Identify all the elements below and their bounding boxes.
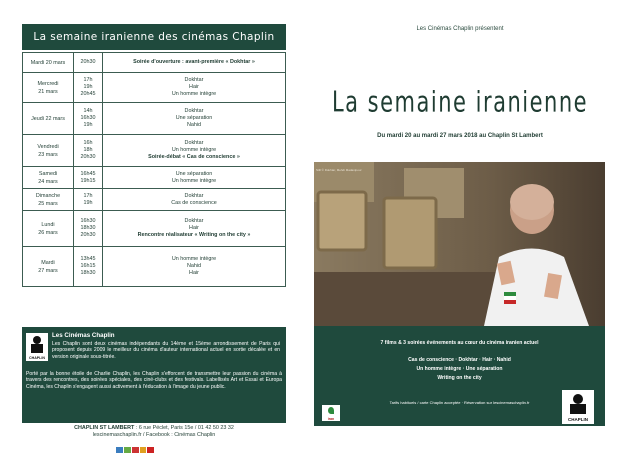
schedule-times (74, 135, 103, 167)
schedule-film: Une séparation (175, 115, 213, 121)
schedule-times (74, 73, 103, 103)
schedule-row (23, 189, 286, 211)
about-paragraph-2: Porté par la bonne étoile de Charlie Chaplin, les Chaplin s'efforcent de transmettre leur passion du cinéma à travers des rencontres, des soirées spéciales, des ciné-clubs et des festivals. Labellisés Art et Essai et Europa Cinéma, les Chaplin s'engagent aussi activement à l'éducation à l'image du jeune public. (26, 371, 282, 390)
schedule-time: 19h (83, 199, 93, 206)
schedule-time: 17h (83, 192, 93, 199)
schedule-time: 18h30 (80, 270, 96, 276)
poster-line-1: Cas de conscience · Dokhtar · Hair · Nahid (408, 357, 511, 363)
chaplin-body-shape (570, 404, 586, 414)
poster-line-3: Writing on the city (437, 375, 482, 381)
schedule-row (23, 247, 286, 287)
schedule-times (74, 103, 103, 135)
film-still-image (314, 162, 605, 326)
schedule-times (74, 189, 103, 211)
schedule-time: 20h30 (80, 154, 96, 160)
schedule-film: Un homme intègre (171, 147, 217, 153)
schedule-day-line: Lundi (41, 221, 55, 228)
schedule-time: 16h15 (80, 263, 96, 269)
label-logos-strip-icon (116, 447, 154, 453)
schedule-day (23, 247, 74, 287)
schedule-time: 16h30 (80, 115, 96, 121)
iran-logo-text: iran (327, 417, 335, 421)
label-logos-icon (116, 440, 154, 446)
schedule-film: Nahid (186, 122, 202, 128)
schedule-times (74, 167, 103, 189)
schedule-times (74, 211, 103, 247)
chaplin-logo-large (562, 390, 594, 424)
schedule-day (23, 103, 74, 135)
schedule-times (74, 53, 103, 73)
poster-line-0: 7 films & 3 soirées événements au cœur du cinéma iranien actuel (380, 340, 539, 346)
schedule-table (22, 52, 286, 287)
schedule-films (103, 53, 286, 73)
schedule-time: 20h30 (80, 59, 96, 65)
schedule-film: Une séparation (175, 170, 213, 177)
schedule-day (23, 189, 74, 211)
schedule-row (23, 211, 286, 247)
schedule-day-line: Mardi (41, 259, 55, 266)
schedule-films (103, 135, 286, 167)
schedule-time: 19h15 (80, 177, 96, 184)
footer-address-text: : 6 rue Péclet, Paris 15e / 01 42 50 23 32 (134, 425, 234, 431)
schedule-day-line: Mercredi (37, 80, 59, 87)
schedule-day (23, 211, 74, 247)
schedule-times (74, 247, 103, 287)
schedule-film: Dokhtar (184, 77, 204, 83)
schedule-day-line: Vendredi (37, 143, 59, 150)
schedule-films (103, 103, 286, 135)
poster-dates: Du mardi 20 au mardi 27 mars 2018 au Chaplin St Lambert (377, 133, 543, 139)
schedule-film: Dokhtar (184, 218, 204, 224)
schedule-time: 13h45 (80, 256, 96, 262)
film-still-illustration (314, 162, 605, 326)
about-title: Les Cinémas Chaplin (52, 332, 115, 339)
schedule-time: 14h (83, 108, 93, 114)
schedule-film: Hair (189, 84, 199, 90)
schedule-film: Hair (189, 225, 199, 231)
poster-page (310, 16, 610, 426)
schedule-day (23, 167, 74, 189)
schedule-day-line: 23 mars (38, 151, 58, 158)
about-box (22, 327, 286, 423)
schedule-films (103, 73, 286, 103)
schedule-film: Un homme intègre (171, 177, 217, 184)
schedule-time: 20h30 (80, 232, 96, 238)
footer-address (22, 425, 286, 431)
schedule-time: 19h (83, 122, 93, 128)
schedule-day-line: Samedi (38, 170, 58, 177)
schedule-row (23, 135, 286, 167)
presents-line: Les Cinémas Chaplin présentent (416, 26, 504, 32)
photo-credit: Still © Dokhtar, Mehdi Madanipour (316, 168, 362, 172)
chaplin-logo-text: CHAPLIN (29, 356, 45, 360)
schedule-film: Dokhtar (184, 108, 204, 114)
poster-info-box (314, 326, 605, 426)
schedule-day-line: 21 mars (38, 88, 58, 95)
schedule-day-line: Dimanche (35, 192, 61, 199)
schedule-time: 19h (83, 84, 93, 90)
schedule-row (23, 103, 286, 135)
schedule-day-line: 26 mars (38, 229, 58, 236)
schedule-time: 16h30 (80, 218, 96, 224)
schedule-films (103, 247, 286, 287)
schedule-films (103, 189, 286, 211)
schedule-film: Rencontre réalisateur « Writing on the city » (137, 232, 251, 238)
poster-title: La semaine iranienne (331, 86, 589, 119)
schedule-day-line: 25 mars (38, 200, 58, 207)
schedule-film: Hair (189, 270, 199, 276)
footer-web[interactable]: lescinemaschaplin.fr / Facebook : Cinémas Chaplin (92, 432, 216, 438)
schedule-film: Dokhtar (184, 192, 204, 199)
schedule-row (23, 167, 286, 189)
schedule-film: Soirée-débat « Cas de conscience » (148, 154, 240, 160)
schedule-film: Un homme intègre (171, 256, 217, 262)
schedule-day (23, 135, 74, 167)
schedule-film: Soirée d'ouverture : avant-première « Dokhtar » (133, 59, 255, 65)
schedule-day-line: Mardi 20 mars (30, 59, 66, 66)
schedule-day-line: 27 mars (38, 267, 58, 274)
schedule-film: Nahid (186, 263, 202, 269)
schedule-time: 18h30 (80, 225, 96, 231)
footer-address-name: CHAPLIN ST LAMBERT (74, 425, 135, 431)
schedule-time: 16h45 (80, 170, 96, 177)
schedule-row (23, 53, 286, 73)
schedule-title: La semaine iranienne des cinémas Chaplin (22, 24, 286, 50)
schedule-films (103, 211, 286, 247)
schedule-day-line: 24 mars (38, 178, 58, 185)
schedule-page (22, 24, 286, 438)
schedule-day (23, 73, 74, 103)
poster-line-2: Un homme intègre · Une séparation (416, 366, 503, 372)
poster-line-4: Tarifs habituels / carte Chaplin acceptée · Réservation sur lescinemaschaplin.fr (389, 400, 530, 405)
chaplin-logo (26, 333, 48, 361)
iran-logo (322, 405, 340, 421)
schedule-day (23, 53, 74, 73)
chaplin-logo-large-text: CHAPLIN (568, 417, 588, 422)
schedule-time: 18h (83, 147, 93, 153)
schedule-film: Cas de conscience (171, 199, 217, 206)
schedule-row (23, 73, 286, 103)
schedule-films (103, 167, 286, 189)
chaplin-body-shape (31, 344, 43, 353)
schedule-time: 16h (83, 140, 93, 146)
chaplin-hat-shape (33, 336, 41, 344)
about-paragraph-1: Les Chaplin sont deux cinémas indépendants du 14ème et 15ème arrondissement de Paris qui proposent depuis 2009 le meilleur du cinéma d'auteur international actuel en sortie décalée et en version originale sous-titrée. (52, 341, 280, 360)
chaplin-hat-shape (573, 394, 583, 404)
schedule-film: Un homme intègre (171, 91, 217, 97)
leaf-icon (328, 407, 334, 414)
schedule-day-line: Jeudi 22 mars (31, 115, 65, 122)
schedule-time: 20h45 (80, 91, 96, 97)
schedule-time: 17h (83, 77, 93, 83)
schedule-film: Dokhtar (184, 140, 204, 146)
